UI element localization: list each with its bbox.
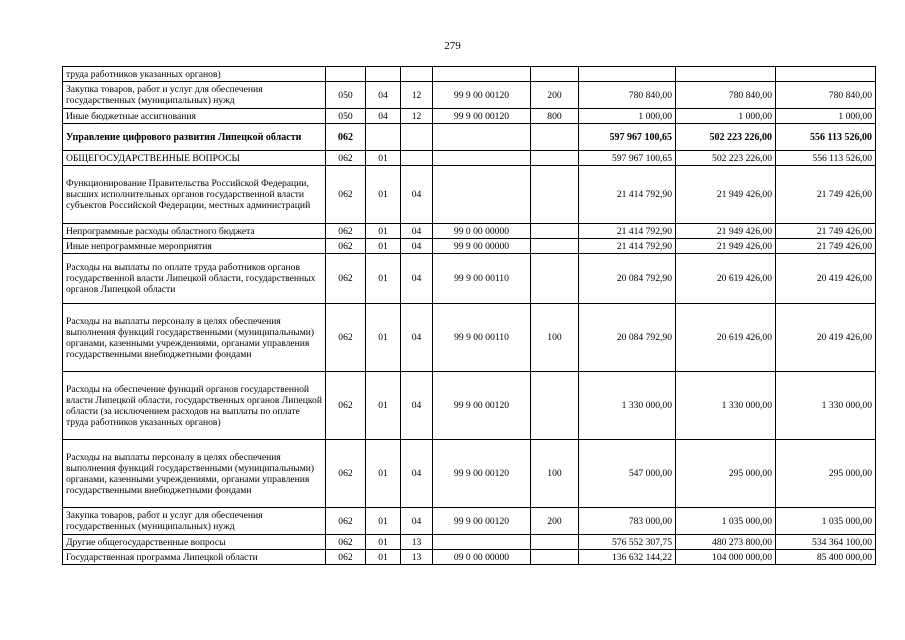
row-section-code: 01 (366, 239, 401, 254)
table-row (63, 550, 876, 565)
row-amount-year2: 1 035 000,00 (676, 508, 776, 535)
row-section-code (366, 124, 401, 151)
row-amount-year2: 1 330 000,00 (676, 372, 776, 440)
row-amount-year2: 780 840,00 (676, 82, 776, 109)
table-row (63, 239, 876, 254)
row-amount-year3: 1 035 000,00 (776, 508, 876, 535)
row-amount-year1: 21 414 792,90 (579, 166, 676, 224)
row-target-article: 99 9 00 00120 (433, 109, 531, 124)
row-expense-type (531, 151, 579, 166)
row-name: Другие общегосударственные вопросы (63, 535, 326, 550)
row-amount-year1: 21 414 792,90 (579, 224, 676, 239)
row-section-code: 01 (366, 254, 401, 304)
table-row (63, 372, 876, 440)
row-target-article: 99 0 00 00000 (433, 224, 531, 239)
row-amount-year1: 783 000,00 (579, 508, 676, 535)
row-target-article: 99 9 00 00110 (433, 254, 531, 304)
row-section-code: 01 (366, 550, 401, 565)
row-subsection-code: 04 (401, 239, 433, 254)
row-expense-type (531, 224, 579, 239)
row-amount-year3: 556 113 526,00 (776, 151, 876, 166)
row-ved-code: 062 (326, 372, 366, 440)
row-amount-year1: 547 000,00 (579, 440, 676, 508)
row-target-article: 99 9 00 00120 (433, 82, 531, 109)
table-row (63, 440, 876, 508)
row-expense-type (531, 124, 579, 151)
row-section-code: 01 (366, 535, 401, 550)
row-amount-year3: 21 749 426,00 (776, 166, 876, 224)
row-ved-code: 062 (326, 254, 366, 304)
row-ved-code: 062 (326, 224, 366, 239)
row-expense-type (531, 254, 579, 304)
table-row (63, 67, 876, 82)
row-section-code (366, 67, 401, 82)
row-expense-type: 100 (531, 304, 579, 372)
row-amount-year2: 21 949 426,00 (676, 166, 776, 224)
row-name: Закупка товаров, работ и услуг для обеспечения государственных (муниципальных) нужд (63, 508, 326, 535)
row-amount-year3: 556 113 526,00 (776, 124, 876, 151)
row-expense-type (531, 239, 579, 254)
row-ved-code: 062 (326, 239, 366, 254)
row-subsection-code (401, 151, 433, 166)
budget-table (62, 66, 876, 565)
row-name: труда работников указанных органов) (63, 67, 326, 82)
row-amount-year1: 597 967 100,65 (579, 151, 676, 166)
row-target-article: 99 9 00 00120 (433, 372, 531, 440)
row-ved-code: 050 (326, 82, 366, 109)
row-name: Непрограммные расходы областного бюджета (63, 224, 326, 239)
row-expense-type: 800 (531, 109, 579, 124)
row-amount-year2: 502 223 226,00 (676, 151, 776, 166)
row-subsection-code (401, 67, 433, 82)
row-amount-year1: 597 967 100,65 (579, 124, 676, 151)
row-subsection-code: 13 (401, 535, 433, 550)
row-name: Расходы на обеспечение функций органов государственной власти Липецкой области, государственных органов Липецкой области (за исключением расходов на выплаты по оплате труда работников указанных органов) (63, 372, 326, 440)
row-amount-year2: 502 223 226,00 (676, 124, 776, 151)
table-row (63, 109, 876, 124)
row-ved-code (326, 67, 366, 82)
row-ved-code: 062 (326, 440, 366, 508)
row-name: Закупка товаров, работ и услуг для обеспечения государственных (муниципальных) нужд (63, 82, 326, 109)
row-subsection-code: 04 (401, 254, 433, 304)
row-name: Расходы на выплаты персоналу в целях обеспечения выполнения функций государственными (муниципальными) органами, казенными учреждениями, органами управления государственными внебюджетными фондами (63, 440, 326, 508)
row-target-article: 99 9 00 00000 (433, 239, 531, 254)
row-amount-year1: 1 000,00 (579, 109, 676, 124)
row-amount-year2: 1 000,00 (676, 109, 776, 124)
row-subsection-code: 04 (401, 304, 433, 372)
row-amount-year2: 20 619 426,00 (676, 254, 776, 304)
row-target-article (433, 151, 531, 166)
row-expense-type: 200 (531, 508, 579, 535)
table-row (63, 224, 876, 239)
row-subsection-code: 12 (401, 82, 433, 109)
row-name: Управление цифрового развития Липецкой области (63, 124, 326, 151)
row-subsection-code: 13 (401, 550, 433, 565)
row-amount-year3: 1 330 000,00 (776, 372, 876, 440)
row-target-article: 99 9 00 00120 (433, 440, 531, 508)
row-amount-year3: 295 000,00 (776, 440, 876, 508)
row-section-code: 01 (366, 440, 401, 508)
row-section-code: 01 (366, 224, 401, 239)
row-section-code: 04 (366, 82, 401, 109)
row-subsection-code: 04 (401, 224, 433, 239)
row-amount-year3: 1 000,00 (776, 109, 876, 124)
table-row (63, 304, 876, 372)
row-target-article (433, 124, 531, 151)
row-subsection-code: 04 (401, 508, 433, 535)
row-ved-code: 062 (326, 151, 366, 166)
row-target-article: 09 0 00 00000 (433, 550, 531, 565)
row-ved-code: 062 (326, 304, 366, 372)
row-expense-type: 100 (531, 440, 579, 508)
row-amount-year1: 136 632 144,22 (579, 550, 676, 565)
row-amount-year2: 480 273 800,00 (676, 535, 776, 550)
table-row (63, 82, 876, 109)
row-name: Иные непрограммные мероприятия (63, 239, 326, 254)
row-ved-code: 062 (326, 550, 366, 565)
row-name: Иные бюджетные ассигнования (63, 109, 326, 124)
row-target-article (433, 67, 531, 82)
row-subsection-code: 04 (401, 440, 433, 508)
row-section-code: 01 (366, 151, 401, 166)
row-section-code: 01 (366, 508, 401, 535)
row-expense-type (531, 550, 579, 565)
row-section-code: 01 (366, 372, 401, 440)
row-expense-type (531, 67, 579, 82)
row-ved-code: 062 (326, 124, 366, 151)
page-number: 279 (444, 40, 461, 52)
row-amount-year2: 295 000,00 (676, 440, 776, 508)
row-section-code: 04 (366, 109, 401, 124)
row-ved-code: 062 (326, 535, 366, 550)
row-amount-year1: 20 084 792,90 (579, 304, 676, 372)
row-amount-year1: 576 552 307,75 (579, 535, 676, 550)
table-row (63, 508, 876, 535)
row-section-code: 01 (366, 166, 401, 224)
row-subsection-code: 12 (401, 109, 433, 124)
row-amount-year3 (776, 67, 876, 82)
table-row (63, 124, 876, 151)
row-amount-year2: 21 949 426,00 (676, 224, 776, 239)
row-amount-year1: 780 840,00 (579, 82, 676, 109)
row-expense-type (531, 166, 579, 224)
row-amount-year1 (579, 67, 676, 82)
row-section-code: 01 (366, 304, 401, 372)
row-amount-year3: 20 419 426,00 (776, 304, 876, 372)
row-amount-year3: 21 749 426,00 (776, 239, 876, 254)
row-amount-year2 (676, 67, 776, 82)
row-expense-type (531, 535, 579, 550)
row-amount-year1: 1 330 000,00 (579, 372, 676, 440)
row-target-article (433, 535, 531, 550)
row-amount-year2: 21 949 426,00 (676, 239, 776, 254)
row-amount-year1: 21 414 792,90 (579, 239, 676, 254)
row-subsection-code: 04 (401, 372, 433, 440)
table-row (63, 166, 876, 224)
row-name: Государственная программа Липецкой области (63, 550, 326, 565)
row-target-article (433, 166, 531, 224)
row-amount-year3: 780 840,00 (776, 82, 876, 109)
row-amount-year2: 20 619 426,00 (676, 304, 776, 372)
table-row (63, 151, 876, 166)
row-ved-code: 062 (326, 508, 366, 535)
row-expense-type (531, 372, 579, 440)
row-amount-year1: 20 084 792,90 (579, 254, 676, 304)
row-ved-code: 050 (326, 109, 366, 124)
row-amount-year3: 534 364 100,00 (776, 535, 876, 550)
row-amount-year3: 20 419 426,00 (776, 254, 876, 304)
row-amount-year2: 104 000 000,00 (676, 550, 776, 565)
table-row (63, 254, 876, 304)
row-amount-year3: 21 749 426,00 (776, 224, 876, 239)
row-subsection-code: 04 (401, 166, 433, 224)
row-amount-year3: 85 400 000,00 (776, 550, 876, 565)
row-target-article: 99 9 00 00120 (433, 508, 531, 535)
table-row (63, 535, 876, 550)
row-name: ОБЩЕГОСУДАРСТВЕННЫЕ ВОПРОСЫ (63, 151, 326, 166)
row-target-article: 99 9 00 00110 (433, 304, 531, 372)
row-subsection-code (401, 124, 433, 151)
row-ved-code: 062 (326, 166, 366, 224)
row-name: Расходы на выплаты по оплате труда работников органов государственной власти Липецкой области, государственных органов Липецкой области (63, 254, 326, 304)
row-name: Функционирование Правительства Российской Федерации, высших исполнительных органов государственной власти субъектов Российской Федерации, местных администраций (63, 166, 326, 224)
row-name: Расходы на выплаты персоналу в целях обеспечения выполнения функций государственными (муниципальными) органами, казенными учреждениями, органами управления государственными внебюджетными фондами (63, 304, 326, 372)
row-expense-type: 200 (531, 82, 579, 109)
